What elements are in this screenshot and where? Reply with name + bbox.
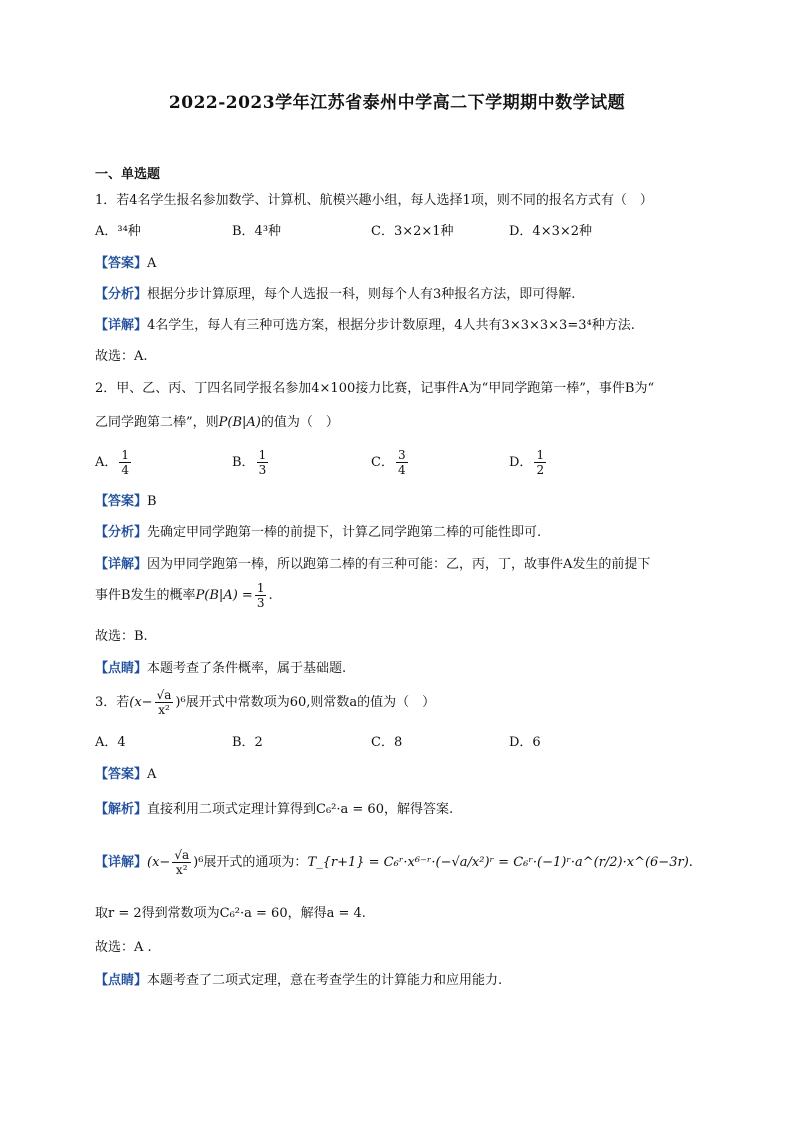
q2-detail-text2: 事件B发生的概率 bbox=[95, 588, 196, 603]
q3-answer bbox=[95, 763, 156, 782]
detail-tag: 【详解】 bbox=[95, 557, 148, 572]
comment-tag: 【点睛】 bbox=[95, 973, 148, 988]
q3-detail bbox=[95, 848, 693, 877]
q2-option-d-den: 2 bbox=[536, 463, 545, 477]
q1-analysis bbox=[95, 283, 575, 302]
q2-option-d bbox=[509, 448, 548, 477]
q1-option-c: C．3×2×1种 bbox=[371, 224, 454, 239]
q2-detail-num: 1 bbox=[256, 581, 265, 595]
q2-option-c-fraction bbox=[396, 448, 408, 477]
q3-stem-suffix: 展开式中常数项为60,则常数a的值为（ ） bbox=[185, 695, 436, 710]
answer-tag: 【答案】 bbox=[95, 767, 148, 782]
q3-detail-expr: (x− bbox=[147, 855, 171, 870]
q2-detail-text: 因为甲同学跑第一棒，所以跑第二棒的有三种可能：乙，丙，丁，故事件A发生的前提下 bbox=[147, 557, 651, 572]
q3-option-d: D．6 bbox=[509, 735, 541, 750]
q1-answer-value: A bbox=[147, 256, 157, 271]
q3-stem-expr: (x− bbox=[129, 695, 153, 710]
q2-conclusion: 故选：B. bbox=[95, 629, 148, 644]
q3-comment bbox=[95, 969, 502, 988]
q1-conclusion: 故选：A. bbox=[95, 349, 148, 364]
q3-detail-tail: . bbox=[688, 855, 693, 870]
q1-detail-text: 4名学生，每人有三种可选方案，根据分步计数原理，4人共有3×3×3×3=3⁴种方法. bbox=[147, 318, 635, 333]
q2-option-d-label: D． bbox=[509, 455, 533, 470]
q3-analysis-text: 直接利用二项式定理计算得到C₆²·a = 60，解得答案. bbox=[147, 802, 454, 817]
q2-option-b-num: 1 bbox=[258, 448, 267, 462]
q1-option-d: D．4×3×2种 bbox=[509, 224, 593, 239]
q2-answer-value: B bbox=[147, 494, 157, 509]
q3-option-b: B．2 bbox=[232, 735, 263, 750]
q3-take: 取r = 2得到常数项为C₆²·a = 60，解得a = 4. bbox=[95, 906, 366, 921]
q2-comment bbox=[95, 657, 346, 676]
q3-option-c: C．8 bbox=[371, 735, 403, 750]
analysis2-tag: 【解析】 bbox=[95, 802, 148, 817]
q2-detail-fraction bbox=[255, 581, 267, 610]
answer-tag: 【答案】 bbox=[95, 494, 148, 509]
q2-analysis-text: 先确定甲同学跑第一棒的前提下，计算乙同学跑第二棒的可能性即可. bbox=[147, 525, 542, 540]
q3-detail-fraction bbox=[172, 848, 191, 877]
q3-conclusion: 故选：A . bbox=[95, 940, 152, 955]
q2-option-b-fraction bbox=[257, 448, 269, 477]
answer-tag: 【答案】 bbox=[95, 256, 148, 271]
detail-tag: 【详解】 bbox=[95, 318, 148, 333]
q2-option-a-fraction bbox=[119, 448, 131, 477]
q1-detail bbox=[95, 314, 635, 333]
q1-stem: 1．若4名学生报名参加数学、计算机、航模兴趣小组，每人选择1项，则不同的报名方式有（ ） bbox=[95, 193, 653, 208]
q3-stem bbox=[95, 688, 435, 717]
q2-option-c-label: C． bbox=[371, 455, 394, 470]
q1-option-b: B．4³种 bbox=[232, 224, 282, 239]
q3-stem-exp: )⁶ bbox=[175, 695, 186, 710]
q2-option-d-fraction bbox=[534, 448, 546, 477]
q2-option-c bbox=[371, 448, 410, 477]
document-title: 2022-2023学年江苏省泰州中学高二下学期期中数学试题 bbox=[168, 93, 626, 113]
q2-option-d-num: 1 bbox=[536, 448, 545, 462]
q2-detail-period: . bbox=[268, 588, 273, 603]
q2-option-a-num: 1 bbox=[121, 448, 130, 462]
q2-option-b-label: B． bbox=[232, 455, 255, 470]
q2-stem-tail: 的值为（ ） bbox=[260, 415, 339, 430]
q2-stem-text: 乙同学跑第二棒”，则 bbox=[95, 415, 219, 430]
q1-option-a: A．³⁴种 bbox=[95, 224, 141, 239]
q3-detail-prefix: 展开式的通项为： bbox=[203, 855, 308, 870]
q2-option-b bbox=[232, 448, 270, 477]
q3-detail-num: √a bbox=[174, 848, 190, 862]
q2-option-c-den: 4 bbox=[397, 463, 406, 477]
q2-detail-line1 bbox=[95, 553, 650, 572]
analysis-tag: 【分析】 bbox=[95, 525, 148, 540]
q1-analysis-text: 根据分步计算原理，每个人选报一科，则每个人有3种报名方法，即可得解. bbox=[147, 287, 576, 302]
q3-stem-fraction bbox=[155, 688, 174, 717]
comment-tag: 【点睛】 bbox=[95, 661, 148, 676]
q3-option-a: A．4 bbox=[95, 735, 126, 750]
detail-tag: 【详解】 bbox=[95, 855, 148, 870]
q2-option-c-num: 3 bbox=[397, 448, 406, 462]
q2-option-a-label: A． bbox=[95, 455, 118, 470]
q3-detail-den: x² bbox=[175, 863, 188, 877]
q3-stem-num: √a bbox=[156, 688, 172, 702]
q3-stem-prefix: 3．若 bbox=[95, 695, 130, 710]
q2-stem-line1: 2．甲、乙、丙、丁四名同学报名参加4×100接力比赛，记事件A为“甲同学跑第一棒”，事件B为“ bbox=[95, 381, 655, 396]
q2-stem-line2 bbox=[95, 411, 339, 430]
q2-option-b-den: 3 bbox=[258, 463, 267, 477]
q3-stem-den: x² bbox=[158, 703, 170, 717]
section-heading: 一、单选题 bbox=[95, 167, 161, 182]
q1-answer bbox=[95, 252, 156, 271]
q3-detail-formula: T_{r+1} = C₆ʳ·x⁶⁻ʳ·(−√a/x²)ʳ = C₆ʳ·(−1)ʳ·a^(r/2)·x^(6−3r) bbox=[307, 855, 689, 870]
q2-option-a bbox=[95, 448, 133, 477]
q3-answer-value: A bbox=[147, 767, 157, 782]
q3-analysis bbox=[95, 798, 453, 817]
q3-comment-text: 本题考查了二项式定理，意在考查学生的计算能力和应用能力. bbox=[147, 973, 503, 988]
q2-detail-den: 3 bbox=[256, 596, 265, 610]
q2-stem-expression: P(B|A) bbox=[218, 415, 261, 430]
q2-answer bbox=[95, 490, 157, 509]
q2-option-a-den: 4 bbox=[121, 463, 130, 477]
q3-detail-exp: )⁶ bbox=[193, 855, 204, 870]
analysis-tag: 【分析】 bbox=[95, 287, 148, 302]
q2-analysis bbox=[95, 521, 541, 540]
q2-detail-line2 bbox=[95, 581, 273, 610]
q2-comment-text: 本题考查了条件概率，属于基础题. bbox=[147, 661, 347, 676]
q2-detail-expression: P(B|A) = bbox=[195, 588, 253, 603]
